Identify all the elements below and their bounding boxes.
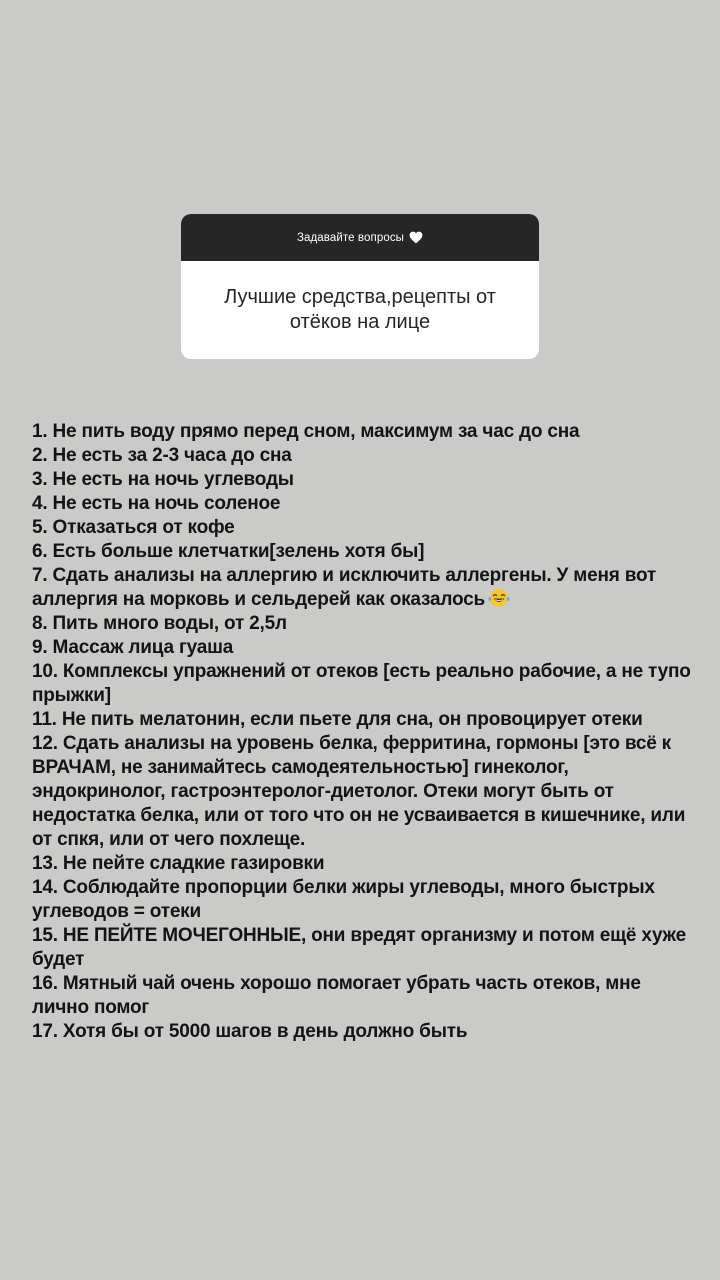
question-sticker[interactable] xyxy=(181,214,539,359)
question-sticker-header-text: Задавайте вопросы xyxy=(296,231,405,244)
tip-item-8: 8. Пить много воды, от 2,5л xyxy=(32,613,287,634)
tip-item-1: 1. Не пить воду прямо перед сном, максимум за час до сна xyxy=(32,421,580,442)
tip-item-14: 14. Соблюдайте пропорции белки жиры углеводы, много быстрых углеводов = отеки xyxy=(32,877,655,922)
tip-item-6: 6. Есть больше клетчатки[зелень хотя бы] xyxy=(32,541,425,562)
question-sticker-header xyxy=(181,214,539,261)
tip-item-4: 4. Не есть на ночь соленое xyxy=(32,493,281,514)
tip-item-3: 3. Не есть на ночь углеводы xyxy=(32,469,294,490)
tip-item-10: 10. Комплексы упражнений от отеков [есть реально рабочие, а не тупо прыжки] xyxy=(32,661,691,706)
tip-item-2: 2. Не есть за 2-3 часа до сна xyxy=(32,445,292,466)
tip-item-9: 9. Массаж лица гуаша xyxy=(32,637,234,658)
white-heart-icon xyxy=(409,231,423,244)
tip-item-12: 12. Сдать анализы на уровень белка, ферритина, гормоны [это всё к ВРАЧАМ, не занимайтесь самодеятельностью] гинеколог, эндокринолог, гастроэнтеролог-диетолог. Отеки могут быть от недостатка белка, или от того что он не усваивается в кишечнике, или от спкя, или от чего похлеще. xyxy=(32,733,686,850)
laughing-tears-emoji-icon xyxy=(487,588,511,608)
tips-list xyxy=(32,420,696,1044)
tip-item-11: 11. Не пить мелатонин, если пьете для сна, он провоцирует отеки xyxy=(32,709,643,730)
question-text: Лучшие средства,рецепты от отёков на лице xyxy=(224,286,496,333)
tip-item-7-text: 7. Сдать анализы на аллергию и исключить аллергены. У меня вот аллергия на морковь и сельдерей как оказалось xyxy=(32,565,656,610)
tip-item-17: 17. Хотя бы от 5000 шагов в день должно быть xyxy=(32,1021,468,1042)
tip-item-13: 13. Не пейте сладкие газировки xyxy=(32,853,325,874)
tip-item-5: 5. Отказаться от кофе xyxy=(32,517,235,538)
tip-item-15: 15. НЕ ПЕЙТЕ МОЧЕГОННЫЕ, они вредят организму и потом ещё хуже будет xyxy=(32,925,686,970)
tip-item-16: 16. Мятный чай очень хорошо помогает убрать часть отеков, мне лично помог xyxy=(32,973,641,1018)
tip-item-7 xyxy=(32,564,696,612)
